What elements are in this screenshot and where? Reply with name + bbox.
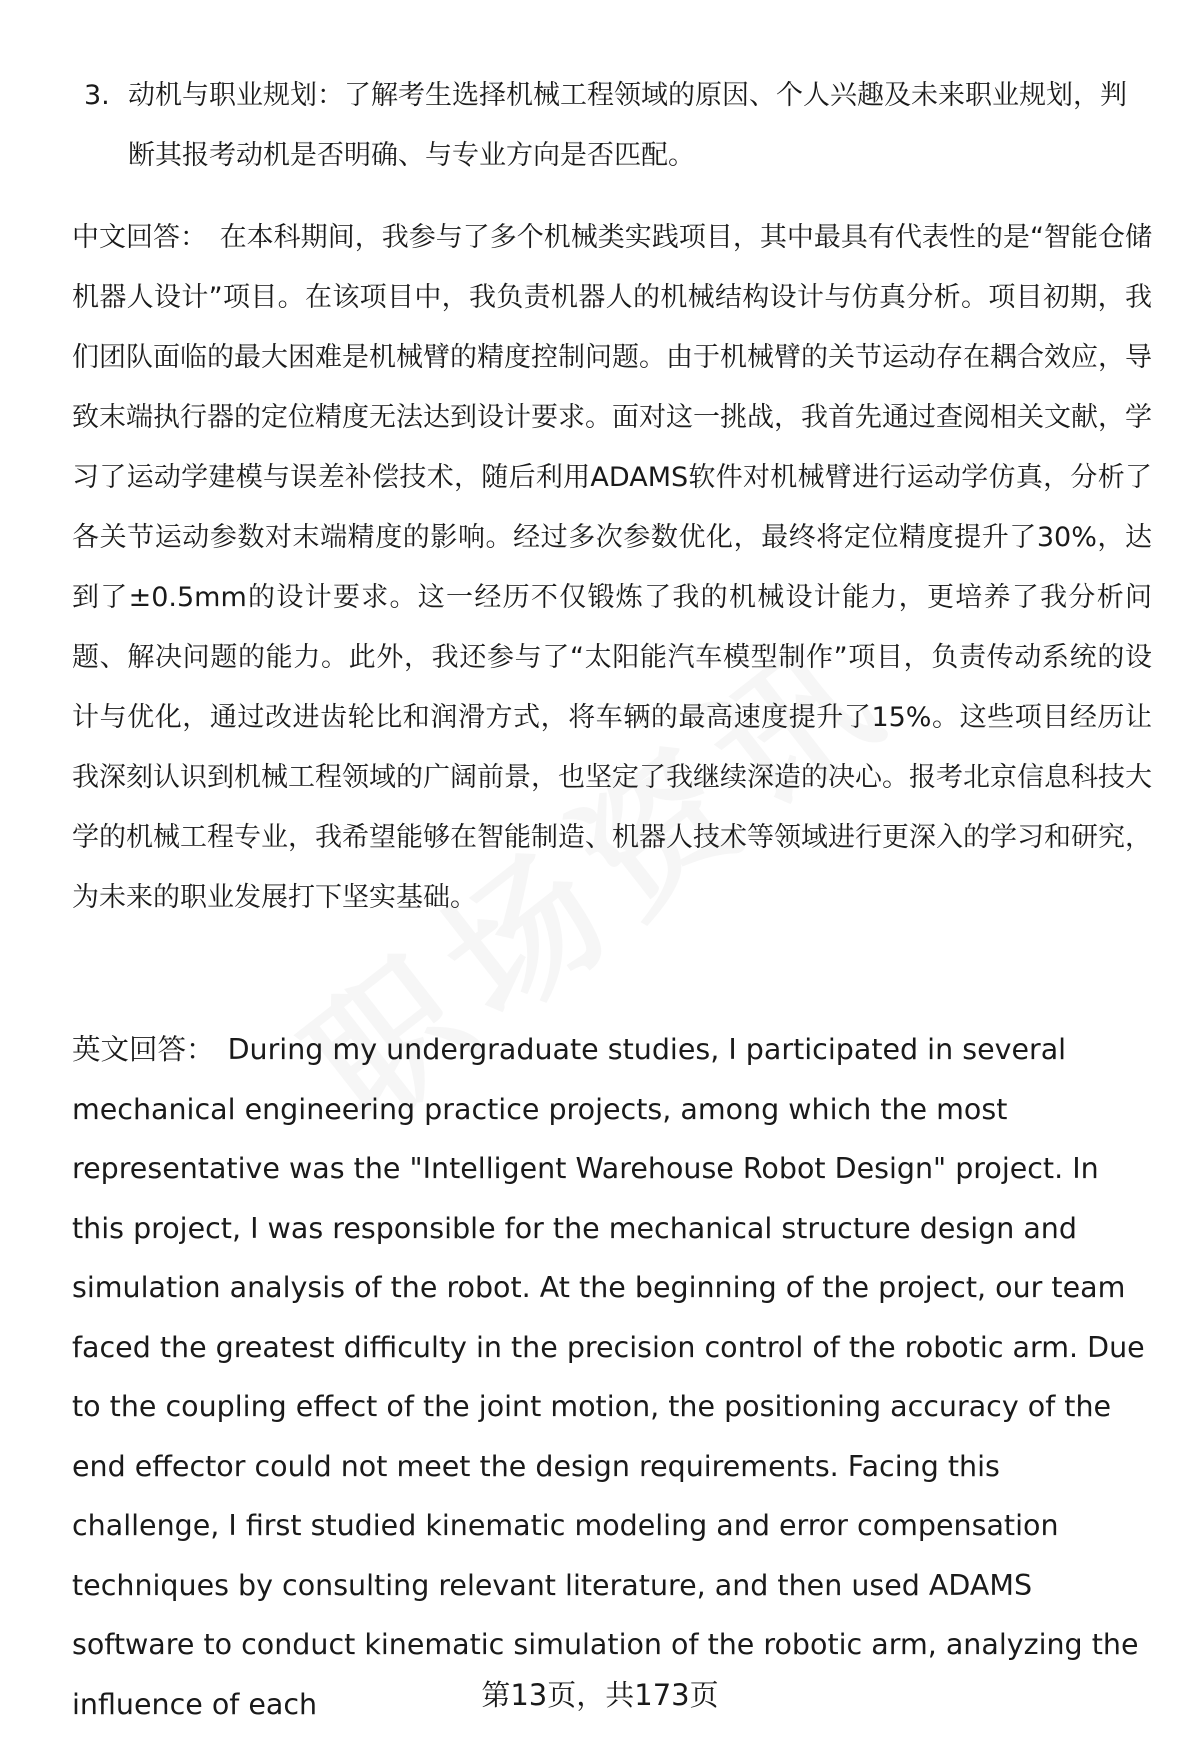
- chinese-answer-text: 在本科期间，我参与了多个机械类实践项目，其中最具有代表性的是“智能仓储机器人设计”项目。在该项目中，我负责机器人的机械结构设计与仿真分析。项目初期，我们团队面临的最大困难是机械臂的精度控制问题。由于机械臂的关节运动存在耦合效应，导致末端执行器的定位精度无法达到设计要求。面对这一挑战，我首先通过查阅相关文献，学习了运动学建模与误差补偿技术，随后利用ADAMS软件对机械臂进行运动学仿真，分析了各关节运动参数对末端精度的影响。经过多次参数优化，最终将定位精度提升了30%，达到了±0.5mm的设计要求。这一经历不仅锻炼了我的机械设计能力，更培养了我分析问题、解决问题的能力。此外，我还参与了“太阳能汽车模型制作”项目，负责传动系统的设计与优化，通过改进齿轮比和润滑方式，将车辆的最高速度提升了15%。这些项目经历让我深刻认识到机械工程领域的广阔前景，也坚定了我继续深造的决心。报考北京信息科技大学的机械工程专业，我希望能够在智能制造、机器人技术等领域进行更深入的学习和研究，为未来的职业发展打下坚实基础。: [72, 222, 1152, 913]
- question-number: 3.: [84, 80, 110, 111]
- question-text: 动机与职业规划：了解考生选择机械工程领域的原因、个人兴趣及未来职业规划，判断其报考动机是否明确、与专业方向是否匹配。: [128, 80, 1127, 171]
- english-answer-label: 英文回答：: [72, 1033, 215, 1066]
- chinese-answer-label: 中文回答：: [72, 222, 208, 253]
- chinese-answer: [72, 208, 1152, 928]
- page-number: 第13页，共173页: [481, 1678, 719, 1712]
- english-answer: [72, 1020, 1152, 1734]
- question-item: [84, 66, 1144, 186]
- english-answer-text: During my undergraduate studies, I participated in several mechanical engineering practice projects, among which the most representative was the "Intelligent Warehouse Robot Design" project. In this project, I was responsible for the mechanical structure design and simulation analysis of the robot. At the beginning of the project, our team faced the greatest difficulty in the precision control of the robotic arm. Due to the coupling effect of the joint motion, the positioning accuracy of the end effector could not meet the design requirements. Facing this challenge, I first studied kinematic modeling and error compensation techniques by consulting relevant literature, and then used ADAMS software to conduct kinematic simulation of the robotic arm, analyzing the influence of each: [72, 1033, 1145, 1721]
